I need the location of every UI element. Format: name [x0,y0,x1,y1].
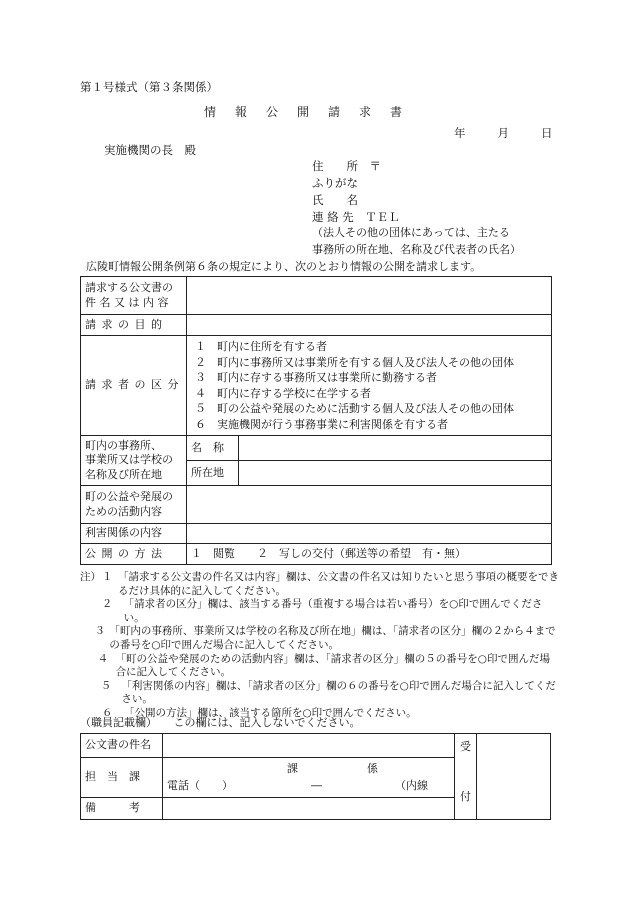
staff-heading: （職員記載欄） この欄には、記入しないでください。 [80,716,361,729]
note-item: ２ 「請求者の区分」欄は、該当する番号（重複する場合は若い番号）を○印で囲んでください。 [101,598,543,624]
note-item: ５ 「利害関係の内容」欄は、「請求者の区分」欄の６の番号を○印で囲んだ場合に記入してください。 [100,679,556,706]
office-name-label: 名 称 [187,436,239,461]
intro-text: 広陵町情報公開条例第６条の規定により、次のとおり情報の公開を請求します。 [86,260,482,273]
category-option-2[interactable]: ２ 町内に事務所又は事業所を有する個人及び法人その他の団体 [195,355,514,369]
staff-label-document: 公文書の件名 [81,734,163,758]
addressee: 実施機関の長 殿 [104,143,196,157]
row-label-office: 町内の事務所、 事業所又は学校の 名称及び所在地 [81,436,187,486]
category-option-6[interactable]: ６ 実施機関が行う事務事業に利害関係を有する者 [195,417,448,431]
office-location-field[interactable] [239,461,552,486]
purpose-field[interactable] [187,315,552,336]
staff-label-in-charge: 担 当 課 [81,758,163,798]
form-number: 第１号様式（第３条関係） [80,80,218,94]
applicant-note-line1: （法人その他の団体にあっては、主たる [312,226,510,239]
office-location-label: 所在地 [187,461,239,486]
applicant-note-line2: 事務所の所在地、名称及び代表者の氏名） [312,243,521,256]
page-title: 情報公開請求書 [204,105,422,119]
notes [80,571,560,721]
row-label-interest-relation: 利害関係の内容 [81,524,187,544]
request-table [80,276,552,565]
public-interest-field[interactable] [187,486,552,524]
category-option-4[interactable]: ４ 町内に存する学校に在学する者 [195,386,371,400]
document-name-field[interactable] [187,277,552,315]
staff-in-charge-field[interactable]: 課 係 電話（ ） ― （内線 [163,758,455,798]
applicant-address-label: 住 所 〒 [312,159,381,173]
method-options[interactable]: １ 閲覧 ２ 写しの交付（郵送等の希望 有・無） [187,544,552,565]
office-name-field[interactable] [239,436,552,461]
applicant-name-label: 氏 名 [312,193,358,207]
note-item: ６ 「公開の方法」欄は、該当する箇所を○印で囲んでください。 [102,706,417,719]
row-label-document: 請求する公文書の件 名 又 は 内 容 [81,277,187,315]
row-label-purpose: 請 求 の 目 的 [81,315,187,336]
interest-relation-field[interactable] [187,524,552,544]
row-label-category: 請 求 者 の 区 分 [81,336,187,436]
applicant-furigana-label: ふりがな [312,176,358,190]
applicant-contact-label: 連 絡 先 ＴＥＬ [312,210,400,224]
stamp-label: 受 付 [455,734,477,820]
date-line: 年 月 日 [454,126,556,140]
category-option-1[interactable]: １ 町内に住所を有する者 [195,340,327,353]
staff-document-field[interactable] [163,734,455,758]
stamp-field[interactable] [477,734,551,820]
staff-label-remarks: 備 考 [81,798,163,820]
note-item: 注） １ 「請求する公文書の件名又は内容」欄は、公文書の件名又は知りたいと思う事項の概要をできるだけ具体的に記入してください。 [80,571,559,597]
note-item: ３ 「町内の事務所、事業所又は学校の名称及び所在地」欄は、「請求者の区分」欄の２から４までの番号を○印で囲んだ場合に記入してください。 [94,625,556,651]
staff-table [80,733,551,820]
category-option-5[interactable]: ５ 町の公益や発展のために活動する個人及び法人その他の団体 [195,402,514,415]
category-option-3[interactable]: ３ 町内に存する事務所又は事業所に勤務する者 [195,371,437,384]
note-item: ４ 「町の公益や発展のための活動内容」欄は、「請求者の区分」欄の５の番号を○印で囲んだ場合に記入してください。 [97,652,550,679]
row-label-method: 公 開 の 方 法 [81,544,187,565]
category-options [187,336,552,436]
row-label-public-interest: 町の公益や発展の ための活動内容 [81,486,187,524]
staff-remarks-field[interactable] [163,798,455,820]
